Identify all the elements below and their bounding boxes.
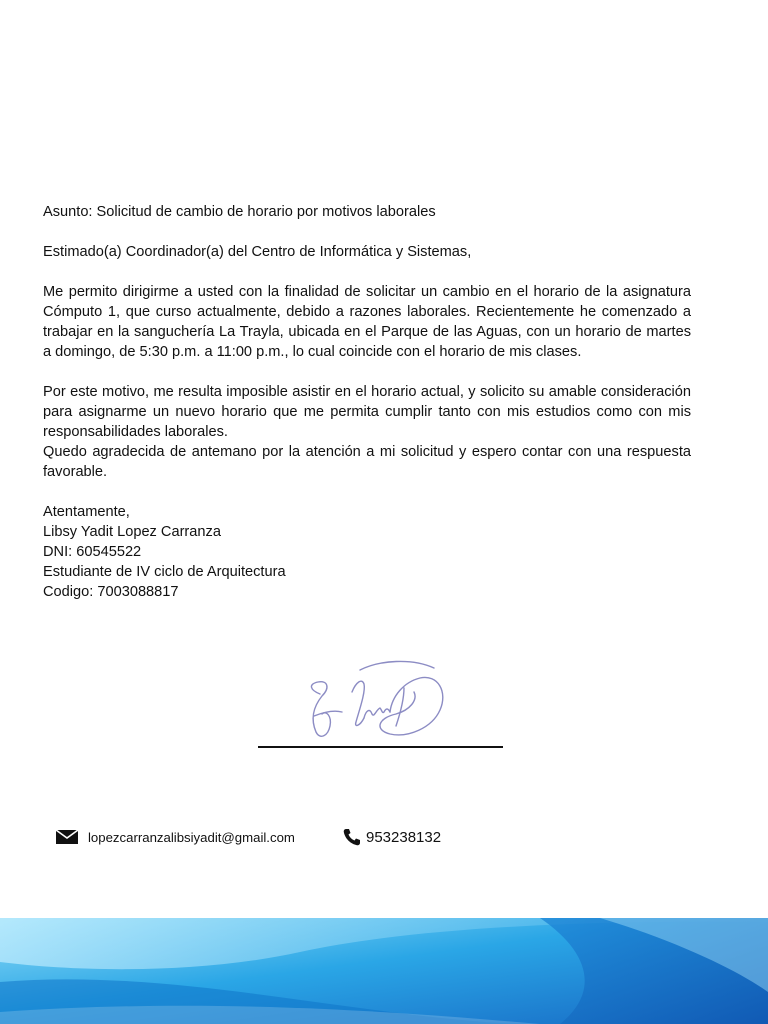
letter-body (43, 202, 691, 602)
contact-email (56, 824, 295, 850)
letter-subject: Asunto: Solicitud de cambio de horario por motivos laborales (43, 204, 436, 220)
handwritten-signature (300, 652, 450, 748)
phone-icon (342, 827, 362, 847)
envelope-icon (56, 827, 78, 847)
signoff-block (43, 502, 691, 602)
signoff-code: Codigo: 7003088817 (43, 584, 179, 600)
letter-paragraph-3: Quedo agradecida de antemano por la atención a mi solicitud y espero contar con una respuesta favorable. (43, 444, 691, 480)
signature-line (258, 746, 503, 748)
letter-paragraph-1: Me permito dirigirme a usted con la finalidad de solicitar un cambio en el horario de la asignatura Cómputo 1, que curso actualmente, debido a razones laborales. Recientemente he comenzado a trabajar en la sanguchería La Trayla, ubicada en el Parque de las Aguas, con un horario de martes a domingo, de 5:30 p.m. a 11:00 p.m., lo cual coincide con el horario de mis clases. (43, 284, 691, 360)
contact-phone (342, 824, 441, 850)
signoff-closing: Atentamente, (43, 504, 130, 520)
signoff-name: Libsy Yadit Lopez Carranza (43, 524, 221, 540)
signoff-dni: DNI: 60545522 (43, 544, 142, 560)
footer-wave-decoration (0, 912, 768, 1024)
letter-greeting: Estimado(a) Coordinador(a) del Centro de Informática y Sistemas, (43, 244, 472, 260)
email-text: lopezcarranzalibsiyadit@gmail.com (88, 829, 295, 845)
letter-paragraph-2: Por este motivo, me resulta imposible asistir en el horario actual, y solicito su amable consideración para asignarme un nuevo horario que me permita cumplir tanto con mis estudios como con mis responsabilidades laborales. (43, 384, 691, 440)
signoff-role: Estudiante de IV ciclo de Arquitectura (43, 564, 286, 580)
phone-text: 953238132 (366, 828, 442, 846)
